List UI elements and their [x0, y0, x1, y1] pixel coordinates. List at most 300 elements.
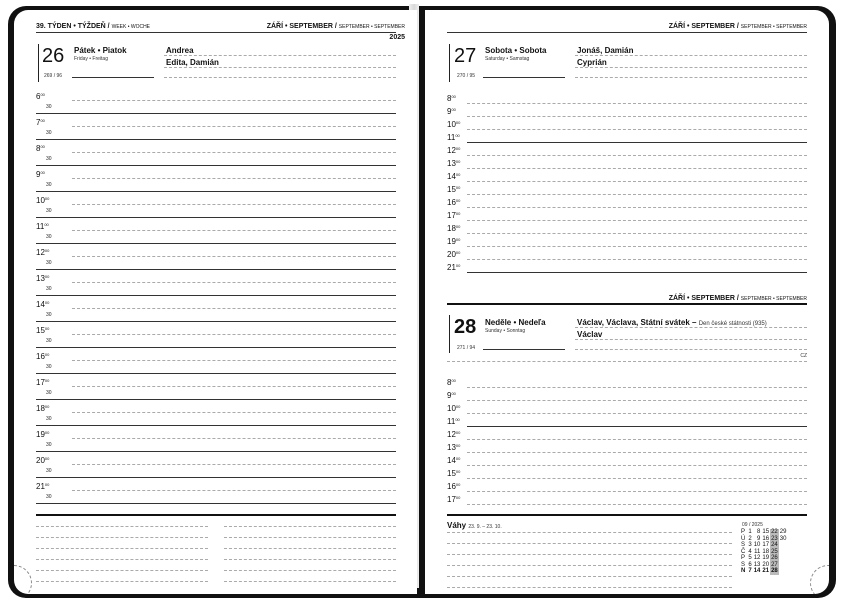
calendar-cell: 8: [757, 529, 761, 535]
half-label: 30: [46, 416, 52, 422]
hour-sup: 00: [455, 120, 461, 125]
hour-line: [467, 426, 807, 427]
nameday-line: [575, 327, 807, 328]
hour-num: 11: [447, 417, 456, 426]
hour-label: [36, 223, 49, 231]
note-line: [447, 565, 732, 566]
hour-num: 8: [36, 144, 41, 153]
half-line: [36, 269, 396, 270]
zodiac: [447, 521, 502, 530]
half-line: [36, 347, 396, 348]
hour-label: [447, 199, 460, 207]
hour-label: [36, 327, 49, 335]
hour-sup: 00: [455, 133, 460, 138]
calendar-cell: 16: [762, 535, 770, 542]
hour-sup: 00: [44, 222, 49, 227]
calendar-cell: 9: [757, 535, 761, 542]
half-label: 30: [46, 494, 52, 500]
hour-label: [447, 212, 460, 220]
month-label: ZÁŘÍ • SEPTEMBER /: [668, 295, 739, 302]
month-label: ZÁŘÍ • SEPTEMBER /: [668, 23, 739, 30]
hour-label: [447, 470, 460, 478]
hour-sup: 00: [44, 430, 50, 435]
calendar-day-letter: Ú: [741, 535, 746, 542]
hour-label: [36, 405, 49, 413]
hour-sup: 00: [455, 250, 461, 255]
nameday-line: [575, 349, 807, 350]
half-line: [36, 477, 396, 478]
note-line: [447, 543, 732, 544]
hour-num: 10: [36, 196, 45, 205]
note-line: [36, 526, 208, 527]
half-line: [36, 139, 396, 140]
hour-label: [447, 418, 460, 426]
calendar-cell: 5: [748, 555, 752, 561]
hour-num: 12: [447, 146, 456, 155]
hour-line: [72, 334, 396, 335]
half-label: 30: [46, 182, 52, 188]
calendar-row: [740, 568, 787, 575]
note-line: [224, 581, 396, 582]
hour-line: [72, 412, 396, 413]
hour-sup: 00: [40, 92, 45, 97]
calendar-cell: 14: [753, 568, 761, 574]
hour-line: [467, 387, 807, 388]
hour-label: [447, 457, 460, 465]
half-line: [36, 503, 396, 504]
hour-line: [72, 152, 396, 153]
hour-num: 14: [447, 172, 456, 181]
hour-label: [447, 431, 460, 439]
calendar-cell: 25: [771, 548, 778, 555]
hour-line: [467, 246, 807, 247]
nameday-1: Jonáš, Damián: [577, 46, 634, 55]
hour-line: [467, 504, 807, 505]
day28-line: [447, 361, 807, 362]
calendar-cell: 6: [748, 561, 752, 568]
notes-rule: [447, 514, 807, 516]
day-count: 270 / 95: [457, 73, 476, 79]
hour-num: 6: [36, 92, 41, 101]
hour-label: [447, 379, 456, 387]
day-bracket: [449, 315, 450, 353]
nameday-line: [164, 77, 396, 78]
day-number: 26: [42, 45, 65, 67]
hour-sup: 00: [40, 170, 45, 175]
hour-label: [447, 496, 460, 504]
hour-label: [36, 249, 49, 257]
hour-sup: 00: [455, 159, 461, 164]
hour-line: [72, 308, 396, 309]
hour-num: 16: [447, 198, 456, 207]
calendar-cell: 21: [762, 568, 770, 574]
hour-line: [72, 386, 396, 387]
hour-sup: 00: [451, 378, 456, 383]
hour-sup: 00: [40, 118, 45, 123]
day-number: 28: [454, 316, 477, 338]
calendar-cell: 28: [771, 568, 778, 574]
hour-sup: 00: [44, 300, 50, 305]
half-label: 30: [46, 468, 52, 474]
hour-line: [467, 155, 807, 156]
half-label: 30: [46, 260, 52, 266]
zodiac-range: 23. 9. – 23. 10.: [468, 524, 502, 530]
half-line: [36, 321, 396, 322]
half-line: [36, 243, 396, 244]
nameday-2: Václav: [577, 330, 603, 339]
calendar-title: 09 / 2025: [742, 522, 763, 528]
hour-num: 9: [447, 391, 452, 400]
hour-label: [36, 431, 49, 439]
calendar-cell: 18: [762, 548, 770, 555]
note-line: [447, 587, 732, 588]
hour-sup: 00: [455, 146, 461, 151]
hour-label: [36, 275, 49, 283]
corner-mark: [810, 565, 829, 594]
hour-line: [467, 116, 807, 117]
day-rule: [483, 77, 565, 78]
half-label: 30: [46, 338, 52, 344]
hour-num: 10: [447, 404, 456, 413]
header-rule: [36, 32, 396, 33]
hour-num: 12: [447, 430, 456, 439]
month-sub: SEPTEMBER • SEPTEMBER: [338, 24, 405, 30]
hour-line: [72, 230, 396, 231]
nameday-line: [164, 55, 396, 56]
hour-line: [467, 220, 807, 221]
calendar-cell: 26: [771, 555, 778, 561]
hour-num: 19: [36, 430, 45, 439]
note-line: [224, 548, 396, 549]
calendar-cell: 11: [754, 548, 761, 555]
month-sub: SEPTEMBER • SEPTEMBER: [740, 24, 807, 30]
corner-mark: [14, 565, 32, 594]
hour-sup: 00: [451, 391, 456, 396]
half-label: 30: [46, 234, 52, 240]
week-header: [36, 23, 150, 30]
day-count: 269 / 96: [44, 73, 63, 79]
nameday-2: Edita, Damián: [166, 58, 219, 67]
month-header-left: [267, 23, 405, 30]
hour-line: [72, 204, 396, 205]
calendar-day-letter: P: [741, 529, 746, 535]
month-header-right: [669, 23, 807, 30]
calendar-cell: 4: [748, 548, 752, 555]
hour-num: 18: [36, 404, 45, 413]
note-line: [224, 570, 396, 571]
hour-line: [467, 259, 807, 260]
hour-sup: 00: [455, 185, 461, 190]
hour-sup: 00: [44, 326, 50, 331]
hour-sup: 00: [455, 482, 461, 487]
calendar-cell: 1: [748, 529, 752, 535]
country-code: CZ: [800, 353, 807, 359]
nameday-line: [575, 55, 807, 56]
day-sub: Saturday • Samstag: [485, 56, 530, 62]
half-label: 30: [46, 286, 52, 292]
hour-label: [447, 238, 460, 246]
holiday-text: Václav, Václava, Státní svátek –: [577, 318, 697, 327]
day-bracket: [449, 44, 450, 82]
hour-num: 18: [447, 224, 456, 233]
hour-label: [447, 108, 456, 116]
hour-line: [467, 233, 807, 234]
hour-num: 17: [36, 378, 45, 387]
hour-line: [467, 413, 807, 414]
calendar-cell: 7: [748, 568, 752, 574]
half-label: 30: [46, 104, 52, 110]
hour-line: [72, 490, 396, 491]
hour-num: 12: [36, 248, 45, 257]
calendar-cell: 22: [771, 529, 778, 535]
hour-num: 20: [36, 456, 45, 465]
hour-num: 16: [36, 352, 45, 361]
hour-label: [36, 119, 45, 127]
hour-line: [467, 491, 807, 492]
hour-line: [467, 168, 807, 169]
half-label: 30: [46, 442, 52, 448]
zodiac-label: Váhy: [447, 521, 467, 530]
half-label: 30: [46, 312, 52, 318]
note-line: [36, 537, 208, 538]
calendar-day-letter: N: [741, 568, 746, 574]
half-line: [36, 295, 396, 296]
notes-rule: [36, 514, 396, 516]
hour-num: 9: [447, 107, 452, 116]
hour-line: [467, 465, 807, 466]
day-sub: Friday • Freitag: [74, 56, 108, 62]
hour-sup: 00: [455, 495, 461, 500]
hour-line: [72, 126, 396, 127]
hour-sup: 00: [44, 196, 50, 201]
hour-label: [36, 353, 49, 361]
hour-label: [447, 147, 460, 155]
half-label: 30: [46, 130, 52, 136]
hour-num: 14: [447, 456, 456, 465]
half-label: 30: [46, 364, 52, 370]
hour-label: [447, 186, 460, 194]
calendar-day-letter: S: [741, 561, 746, 568]
half-line: [36, 165, 396, 166]
note-line: [447, 554, 732, 555]
calendar-cell: 17: [762, 542, 770, 548]
hour-line: [72, 178, 396, 179]
calendar-cell: 20: [762, 561, 770, 568]
hour-line: [467, 181, 807, 182]
hour-sup: 00: [40, 144, 45, 149]
hour-num: 15: [36, 326, 45, 335]
hour-line: [467, 207, 807, 208]
hour-line: [72, 438, 396, 439]
hour-line: [467, 272, 807, 273]
calendar-cell: 13: [753, 561, 761, 568]
hour-num: 13: [447, 159, 456, 168]
week-sub: WEEK • WOCHE: [111, 24, 151, 30]
day-name: Sobota • Sobota: [485, 46, 547, 55]
note-line: [447, 576, 732, 577]
hour-line: [467, 194, 807, 195]
hour-label: [36, 483, 49, 491]
nameday-line: [575, 77, 807, 78]
hour-line: [467, 452, 807, 453]
note-line: [447, 532, 732, 533]
hour-sup: 00: [44, 456, 50, 461]
hour-label: [447, 160, 460, 168]
month-label: ZÁŘÍ • SEPTEMBER /: [266, 23, 337, 30]
hour-num: 17: [447, 211, 456, 220]
day-rule: [483, 349, 565, 350]
hour-line: [72, 282, 396, 283]
half-label: 30: [46, 156, 52, 162]
hour-sup: 00: [44, 274, 50, 279]
calendar-day-letter: Č: [741, 548, 746, 555]
calendar-cell: 19: [762, 555, 770, 561]
nameday-line: [575, 339, 807, 340]
calendar-cell: 29: [779, 529, 787, 535]
note-line: [224, 559, 396, 560]
hour-sup: 00: [455, 417, 460, 422]
calendar-cell: [779, 568, 788, 575]
hour-num: 19: [447, 237, 456, 246]
calendar-cell: 27: [771, 561, 778, 568]
hour-label: [447, 134, 460, 142]
left-page: [14, 10, 417, 594]
hour-sup: 00: [455, 443, 461, 448]
note-line: [36, 559, 208, 560]
nameday-1: Andrea: [166, 46, 194, 55]
hour-label: [447, 225, 460, 233]
hour-label: [447, 483, 460, 491]
hour-num: 11: [447, 133, 456, 142]
hour-sup: 00: [44, 248, 50, 253]
hour-num: 15: [447, 469, 456, 478]
day-rule: [72, 77, 154, 78]
hour-label: [36, 145, 45, 153]
hour-sup: 00: [451, 107, 456, 112]
calendar-cell: 15: [762, 529, 770, 535]
calendar-cell: 3: [748, 542, 752, 548]
month-header-mid: [669, 295, 807, 302]
hour-label: [447, 95, 456, 103]
hour-num: 10: [447, 120, 456, 129]
note-line: [224, 526, 396, 527]
calendar-cell: 23: [771, 535, 778, 542]
hour-num: 14: [36, 300, 45, 309]
hour-label: [447, 444, 460, 452]
hour-sup: 00: [455, 430, 461, 435]
hour-sup: 00: [455, 198, 461, 203]
hour-label: [36, 197, 49, 205]
half-line: [36, 373, 396, 374]
hour-num: 8: [447, 94, 452, 103]
day-sub: Sunday • Sonntag: [485, 328, 526, 334]
hour-num: 8: [447, 378, 452, 387]
hour-num: 16: [447, 482, 456, 491]
hour-label: [36, 301, 49, 309]
hour-num: 13: [447, 443, 456, 452]
hour-label: [447, 251, 460, 259]
day-count: 271 / 94: [457, 345, 476, 351]
half-line: [36, 191, 396, 192]
nameday-line: [164, 67, 396, 68]
hour-sup: 00: [44, 352, 50, 357]
hour-sup: 00: [455, 237, 461, 242]
hour-label: [36, 171, 45, 179]
hour-sup: 00: [44, 378, 50, 383]
note-line: [36, 570, 208, 571]
hour-sup: 00: [44, 482, 50, 487]
right-page: [425, 10, 829, 594]
day-name: Pátek • Piatok: [74, 46, 127, 55]
year-label: 2025: [389, 34, 405, 41]
calendar-cell: 12: [753, 555, 761, 561]
day28-top-rule: [447, 303, 807, 305]
hour-sup: 00: [455, 456, 461, 461]
hour-sup: 00: [451, 94, 456, 99]
calendar-cell: 2: [748, 535, 752, 542]
day-name: Neděle • Nedeľa: [485, 318, 546, 327]
hour-label: [36, 93, 45, 101]
hour-line: [467, 400, 807, 401]
hour-sup: 00: [455, 172, 461, 177]
note-line: [36, 548, 208, 549]
hour-sup: 00: [455, 404, 461, 409]
hour-num: 13: [36, 274, 45, 283]
hour-label: [447, 173, 460, 181]
hour-line: [467, 142, 807, 143]
hour-line: [467, 129, 807, 130]
header-rule: [447, 32, 807, 33]
hour-sup: 00: [44, 404, 50, 409]
note-line: [224, 537, 396, 538]
hour-label: [36, 457, 49, 465]
calendar-day-letter: P: [741, 555, 746, 561]
half-line: [36, 399, 396, 400]
half-line: [36, 451, 396, 452]
holiday-note: Den české státnosti (935): [698, 321, 767, 327]
hour-line: [72, 464, 396, 465]
calendar-cell: 24: [771, 542, 778, 548]
hour-sup: 00: [455, 263, 461, 268]
hour-line: [72, 360, 396, 361]
hour-sup: 00: [455, 469, 461, 474]
hour-sup: 00: [455, 211, 461, 216]
calendar-cell: 30: [779, 535, 787, 542]
hour-num: 15: [447, 185, 456, 194]
day-bracket: [38, 44, 39, 82]
half-label: 30: [46, 208, 52, 214]
hour-num: 9: [36, 170, 41, 179]
hour-line: [72, 100, 396, 101]
calendar-cell: 10: [753, 542, 761, 548]
half-label: 30: [46, 390, 52, 396]
half-line: [36, 425, 396, 426]
hour-num: 21: [447, 263, 456, 272]
hour-line: [467, 478, 807, 479]
hour-line: [467, 439, 807, 440]
hour-label: [447, 121, 460, 129]
nameday-line: [575, 67, 807, 68]
nameday-2: Cyprián: [577, 58, 607, 67]
hour-sup: 00: [455, 224, 461, 229]
hour-label: [447, 392, 456, 400]
hour-num: 11: [36, 222, 45, 231]
note-line: [36, 581, 208, 582]
hour-line: [467, 103, 807, 104]
month-sub: SEPTEMBER • SEPTEMBER: [740, 296, 807, 302]
hour-label: [447, 264, 460, 272]
hour-num: 17: [447, 495, 456, 504]
